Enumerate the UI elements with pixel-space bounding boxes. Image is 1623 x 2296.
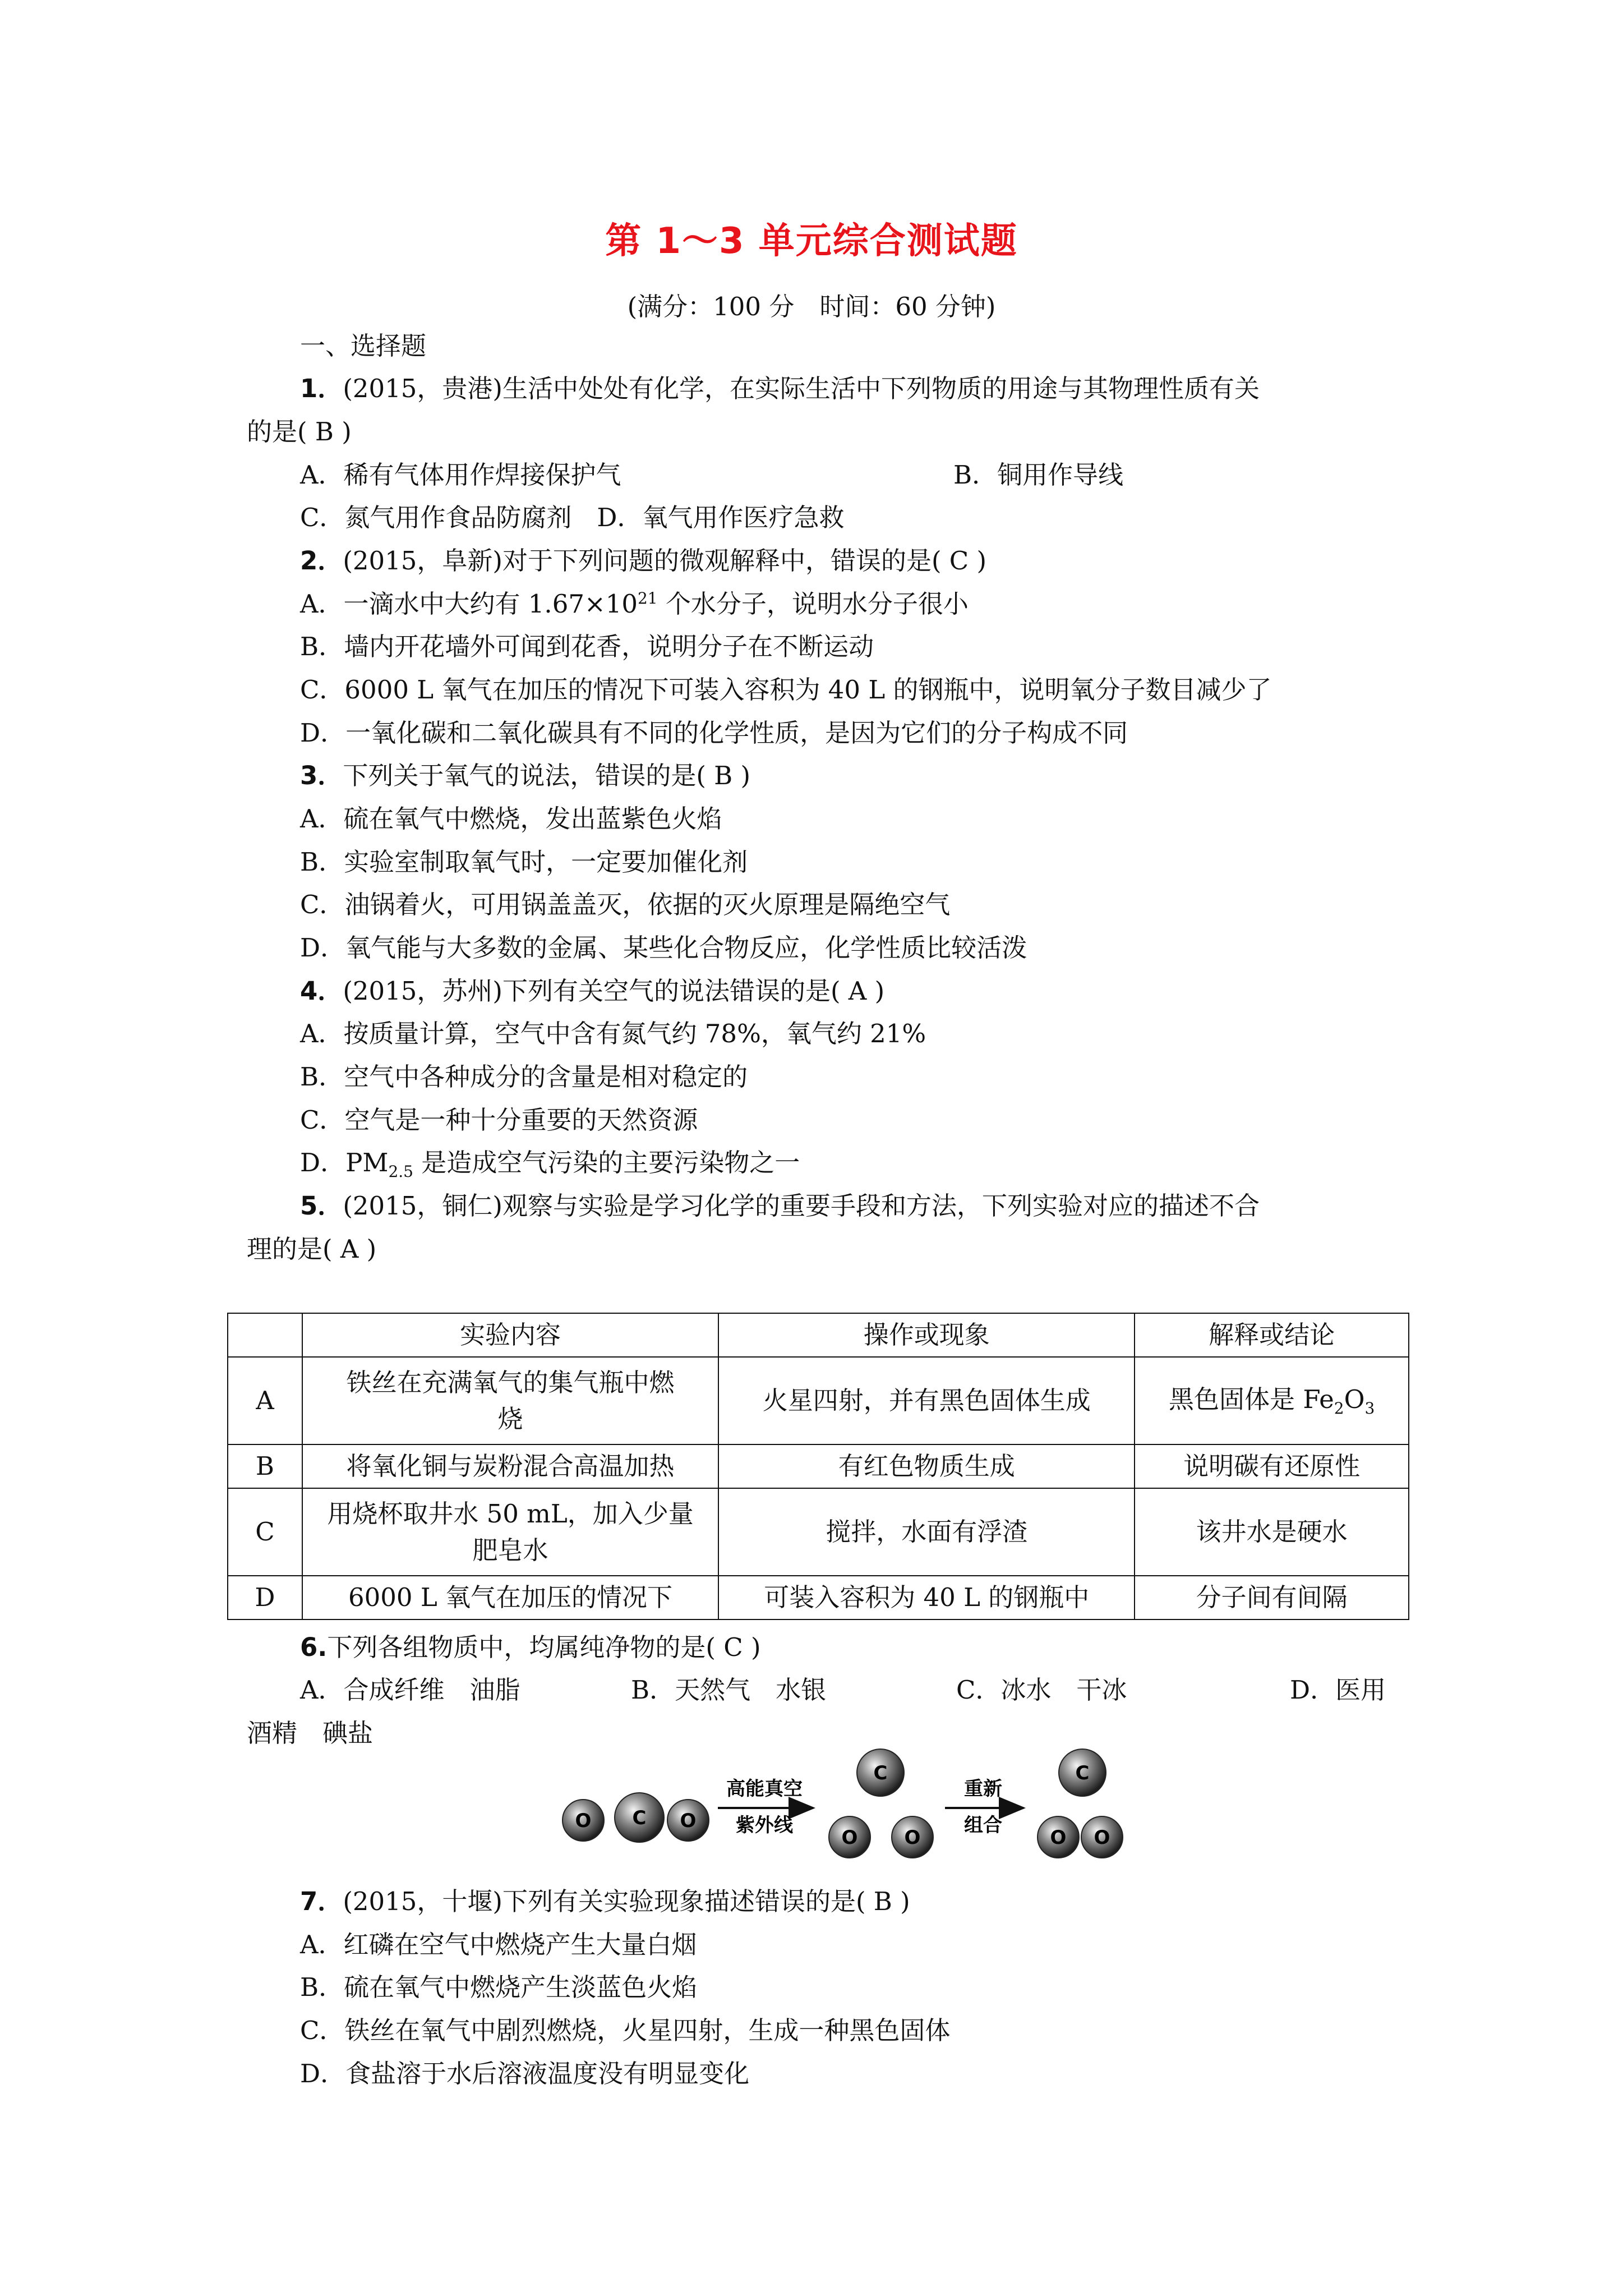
table-header-cell: 操作或现象 bbox=[718, 1313, 1135, 1357]
question-6-option-b: B．天然气 水银 bbox=[631, 1675, 827, 1705]
molecule-reaction-diagram bbox=[558, 1747, 1136, 1871]
table-header-cell bbox=[228, 1313, 302, 1357]
question-6-stem: 6.下列各组物质中，均属纯净物的是( C ) bbox=[300, 1632, 761, 1662]
table-row bbox=[228, 1576, 1409, 1619]
question-5-stem-cont: 理的是( A ) bbox=[247, 1234, 377, 1264]
co2-molecule bbox=[562, 1793, 709, 1842]
question-4-option-a: A．按质量计算，空气中含有氮气约 78%，氧气约 21% bbox=[300, 1019, 926, 1048]
question-4-option-b: B．空气中各种成分的含量是相对稳定的 bbox=[300, 1062, 748, 1092]
question-4-option-c: C．空气是一种十分重要的天然资源 bbox=[300, 1105, 698, 1135]
conclusion: 黑色固体是 $Fe_2O_3$ bbox=[1135, 1357, 1409, 1444]
question-7-option-d: D．食盐溶于水后溶液温度没有明显变化 bbox=[300, 2059, 750, 2088]
separated-atoms bbox=[829, 1749, 933, 1858]
question-5-number: 5． bbox=[300, 1191, 343, 1221]
question-6-option-d: D．医用 bbox=[1290, 1675, 1386, 1705]
table-row bbox=[228, 1357, 1409, 1444]
page-subtitle: (满分：100 分 时间：60 分钟) bbox=[627, 292, 996, 321]
experiment-content: 6000 L 氧气在加压的情况下 bbox=[302, 1576, 718, 1619]
atom-label: O bbox=[1050, 1826, 1067, 1849]
section-heading: 一、选择题 bbox=[300, 331, 427, 361]
phenomenon: 有红色物质生成 bbox=[718, 1444, 1135, 1488]
question-2-option-b: B．墙内开花墙外可闻到花香，说明分子在不断运动 bbox=[300, 632, 874, 661]
question-2-number: 2． bbox=[300, 546, 343, 576]
question-4-option-d: D．$PM_{2.5}$ 是造成空气污染的主要污染物之一 bbox=[300, 1148, 800, 1181]
question-1-stem: 1．(2015，贵港)生活中处处有化学，在实际生活中下列物质的用途与其物理性质有关 bbox=[300, 374, 1260, 403]
question-3-stem: 3．下列关于氧气的说法，错误的是( B ) bbox=[300, 761, 751, 790]
phenomenon: 火星四射，并有黑色固体生成 bbox=[718, 1357, 1135, 1444]
arrow-label-top: 高能真空 bbox=[726, 1778, 803, 1800]
experiment-content: 将氧化铜与炭粉混合高温加热 bbox=[302, 1444, 718, 1488]
question-3-option-c: C．油锅着火，可用锅盖盖灭，依据的灭火原理是隔绝空气 bbox=[300, 890, 951, 919]
experiment-content: 铁丝在充满氧气的集气瓶中燃 烧 bbox=[302, 1357, 718, 1444]
question-3-option-b: B．实验室制取氧气时，一定要加催化剂 bbox=[300, 847, 748, 877]
question-4-stem: 4．(2015，苏州)下列有关空气的说法错误的是( A ) bbox=[300, 976, 885, 1006]
page-title: 第 1～3 单元综合测试题 bbox=[605, 220, 1018, 262]
question-7-number: 7． bbox=[300, 1887, 343, 1916]
row-label: A bbox=[228, 1357, 302, 1444]
question-1-stem-cont: 的是( B ) bbox=[247, 417, 352, 447]
question-6-number: 6. bbox=[300, 1632, 328, 1662]
atom-label: C bbox=[1075, 1762, 1090, 1784]
atom-label: O bbox=[841, 1826, 858, 1849]
question-1-number: 1． bbox=[300, 374, 343, 403]
question-2-option-c: C．6000 L 氧气在加压的情况下可装入容积为 40 L 的钢瓶中，说明氧分子数目减少了 bbox=[300, 675, 1272, 705]
arrow-label-bottom: 组合 bbox=[964, 1814, 1002, 1837]
question-7-option-c: C．铁丝在氧气中剧烈燃烧，火星四射，生成一种黑色固体 bbox=[300, 2016, 951, 2045]
question-6-option-d-cont: 酒精 碘盐 bbox=[247, 1718, 374, 1748]
atom-label: O bbox=[904, 1826, 921, 1849]
atom-label: O bbox=[575, 1810, 592, 1832]
phenomenon: 可装入容积为 40 L 的钢瓶中 bbox=[718, 1576, 1135, 1619]
atom-label: O bbox=[680, 1810, 697, 1832]
conclusion: 分子间有间隔 bbox=[1135, 1576, 1409, 1619]
row-label: C bbox=[228, 1488, 302, 1576]
question-2-option-a: A．一滴水中大约有 $1.67\times 10^{21}$ 个水分子，说明水分子很小 bbox=[300, 589, 969, 619]
arrow-label-top: 重新 bbox=[964, 1778, 1002, 1800]
atom-label: O bbox=[1094, 1826, 1110, 1849]
question-1-option-a: A．稀有气体用作焊接保护气 bbox=[300, 460, 621, 490]
question-2-option-d: D．一氧化碳和二氧化碳具有不同的化学性质，是因为它们的分子构成不同 bbox=[300, 718, 1128, 748]
question-5-stem: 5．(2015，铜仁)观察与实验是学习化学的重要手段和方法，下列实验对应的描述不合 bbox=[300, 1191, 1260, 1221]
question-3-option-d: D．氧气能与大多数的金属、某些化合物反应，化学性质比较活泼 bbox=[300, 933, 1027, 963]
phenomenon: 搅拌，水面有浮渣 bbox=[718, 1488, 1135, 1576]
question-4-number: 4． bbox=[300, 976, 343, 1006]
table-row bbox=[228, 1488, 1409, 1576]
experiment-content: 用烧杯取井水 50 mL，加入少量 肥皂水 bbox=[302, 1488, 718, 1576]
row-label: D bbox=[228, 1576, 302, 1619]
question-7-stem: 7．(2015，十堰)下列有关实验现象描述错误的是( B ) bbox=[300, 1887, 910, 1916]
table-header-cell: 实验内容 bbox=[302, 1313, 718, 1357]
question-1-option-cd: C．氮气用作食品防腐剂 D．氧气用作医疗急救 bbox=[300, 503, 845, 532]
question-6-option-a: A．合成纤维 油脂 bbox=[300, 1675, 520, 1705]
table-row bbox=[228, 1444, 1409, 1488]
row-label: B bbox=[228, 1444, 302, 1488]
experiment-table bbox=[227, 1313, 1409, 1620]
arrow-label-bottom: 紫外线 bbox=[736, 1814, 793, 1837]
conclusion: 说明碳有还原性 bbox=[1135, 1444, 1409, 1488]
conclusion: 该井水是硬水 bbox=[1135, 1488, 1409, 1576]
question-7-option-a: A．红磷在空气中燃烧产生大量白烟 bbox=[300, 1930, 697, 1959]
question-1-option-b: B．铜用作导线 bbox=[953, 460, 1124, 490]
question-3-number: 3． bbox=[300, 761, 343, 790]
atom-label: C bbox=[632, 1807, 647, 1829]
question-6-option-c: C．冰水 干冰 bbox=[956, 1675, 1127, 1705]
question-7-option-b: B．硫在氧气中燃烧产生淡蓝色火焰 bbox=[300, 1972, 698, 2002]
table-header-cell: 解释或结论 bbox=[1135, 1313, 1409, 1357]
recombined-atoms bbox=[1038, 1749, 1123, 1858]
question-3-option-a: A．硫在氧气中燃烧，发出蓝紫色火焰 bbox=[300, 804, 722, 834]
table-header-row bbox=[228, 1313, 1409, 1357]
atom-label: C bbox=[873, 1762, 888, 1784]
question-2-stem: 2．(2015，阜新)对于下列问题的微观解释中，错误的是( C ) bbox=[300, 546, 987, 576]
